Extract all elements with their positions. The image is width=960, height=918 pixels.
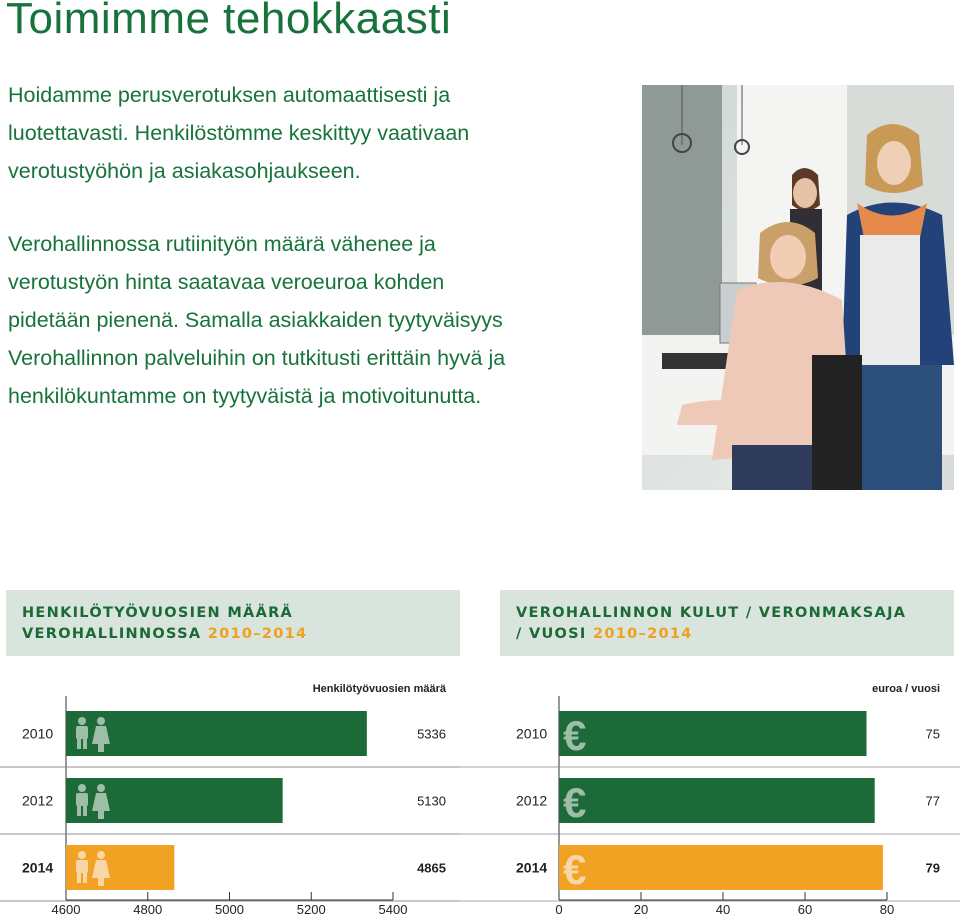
bar: [559, 778, 875, 823]
staff-photo: [642, 85, 954, 490]
chart-title-costs: [516, 603, 938, 645]
chart-title-years: 2010–2014: [592, 626, 693, 642]
bar: [66, 711, 367, 756]
tick-label: 4600: [51, 902, 81, 917]
chart-title-line1: HENKILÖTYÖVUOSIEN MÄÄRÄ: [22, 605, 294, 621]
category-label: 2014: [22, 859, 54, 876]
chart-title-line2: / VUOSI: [516, 626, 587, 642]
category-label: 2010: [22, 725, 54, 742]
euro-icon: €: [563, 712, 587, 759]
body-line: verotustyön hinta saatavaa veroeuroa kohden: [8, 270, 445, 294]
bar: [559, 845, 883, 890]
unit-label: euroa / vuosi: [872, 683, 940, 695]
tick-label: 0: [555, 902, 563, 917]
tick-label: 5000: [215, 902, 244, 917]
chart-title-years: 2010–2014: [207, 626, 308, 642]
tick-label: 60: [797, 902, 813, 917]
euro-icon: €: [563, 846, 587, 893]
tick-label: 20: [633, 902, 649, 917]
tick-label: 5400: [378, 902, 408, 917]
data-label: 4865: [417, 860, 446, 876]
chart-header-staff: [6, 590, 460, 656]
intro-line: Hoidamme perusverotuksen automaattisesti ja: [8, 83, 451, 107]
category-label: 2014: [516, 859, 548, 876]
intro-paragraph: [8, 76, 608, 190]
data-label: 79: [925, 860, 940, 876]
euro-icon: €: [563, 779, 587, 826]
category-label: 2010: [516, 725, 548, 742]
data-label: 5130: [417, 793, 446, 809]
page-title: Toimimme tehokkaasti: [6, 0, 452, 43]
category-label: 2012: [516, 792, 548, 809]
body-line: henkilökuntamme on tyytyväistä ja motivoitunutta.: [8, 384, 482, 408]
data-label: 75: [925, 726, 940, 742]
tick-label: 80: [879, 902, 895, 917]
category-label: 2012: [22, 792, 54, 809]
chart-title-line1: VEROHALLINNON KULUT / VERONMAKSAJA: [516, 605, 907, 621]
intro-line: luotettavasti. Henkilöstömme keskittyy vaativaan: [8, 121, 470, 145]
bar-charts: [0, 670, 960, 918]
body-line: pidetään pienenä. Samalla asiakkaiden tyytyväisyys: [8, 308, 503, 332]
tick-label: 40: [715, 902, 731, 917]
tick-label: 5200: [296, 902, 326, 917]
intro-line: verotustyöhön ja asiakasohjaukseen.: [8, 159, 361, 183]
chart-title-line2: VEROHALLINNOSSA: [22, 626, 202, 642]
data-label: 5336: [417, 726, 446, 742]
data-label: 77: [925, 793, 940, 809]
chart-header-costs: [500, 590, 954, 656]
body-paragraph: [8, 225, 608, 415]
body-line: Verohallinnon palveluihin on tutkitusti erittäin hyvä ja: [8, 346, 506, 370]
bar: [559, 711, 867, 756]
body-line: Verohallinnossa rutiinityön määrä vähenee ja: [8, 232, 436, 256]
staff-photo-illustration: [642, 85, 954, 490]
chart-title-staff: [22, 603, 444, 645]
unit-label: Henkilötyövuosien määrä: [312, 683, 446, 695]
tick-label: 4800: [133, 902, 163, 917]
